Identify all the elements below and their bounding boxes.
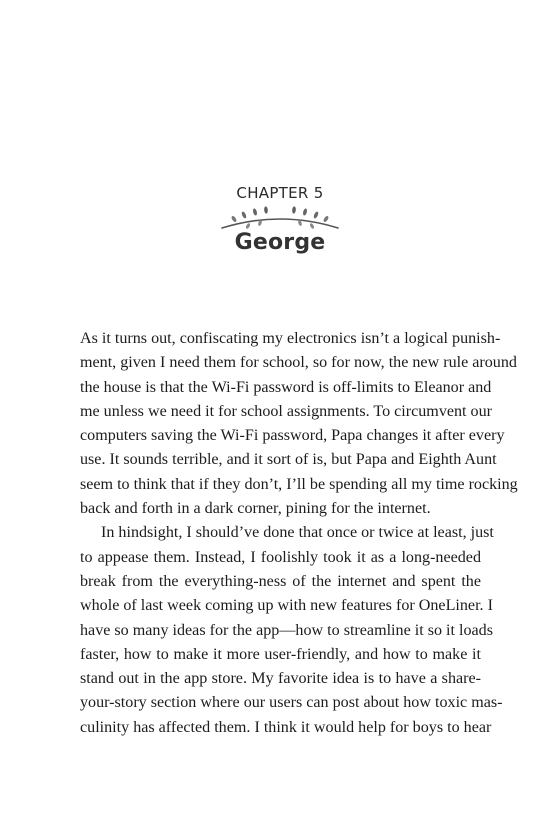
text-line: have so many ideas for the app—how to streamline it so it loads xyxy=(80,621,493,639)
text-line: use. It sounds terrible, and it sort of is, but Papa and Eighth Aunt xyxy=(80,451,497,469)
text-line: In hindsight, I should’ve done that once or twice at least, just xyxy=(101,524,494,542)
text-line: whole of last week coming up with new features for OneLiner. I xyxy=(80,597,493,615)
chapter-title: George xyxy=(234,230,326,255)
chapter-body xyxy=(80,327,518,740)
paragraph-2 xyxy=(80,521,503,740)
text-line: back and forth in a dark corner, pining for the internet. xyxy=(80,500,431,518)
text-line: As it turns out, confiscating my electronics isn’t a logical punish- xyxy=(80,330,501,347)
text-line: computers saving the Wi-Fi password, Papa changes it after every xyxy=(80,427,505,445)
text-line: faster, how to make it more user-friendly, and how to make it xyxy=(80,645,481,663)
text-line: ment, given I need them for school, so for now, the new rule around xyxy=(80,354,517,372)
paragraph-1 xyxy=(80,327,518,521)
text-line: the house is that the Wi-Fi password is off-limits to Eleanor and xyxy=(80,378,492,396)
text-line: me unless we need it for school assignments. To circumvent our xyxy=(80,402,493,420)
text-line: seem to think that if they don’t, I’ll be spending all my time rocking xyxy=(80,475,518,493)
text-line: to appease them. Instead, I foolishly took it as a long-needed xyxy=(80,548,481,566)
text-line: your-story section where our users can post about how toxic mas- xyxy=(80,694,503,712)
text-line: stand out in the app store. My favorite idea is to have a share- xyxy=(80,670,481,688)
text-line: break from the everything-ness of the internet and spent the xyxy=(80,572,481,590)
text-line: culinity has affected them. I think it would help for boys to hear xyxy=(80,718,492,736)
chapter-heading xyxy=(0,184,560,256)
chapter-number: CHAPTER 5 xyxy=(236,184,324,202)
